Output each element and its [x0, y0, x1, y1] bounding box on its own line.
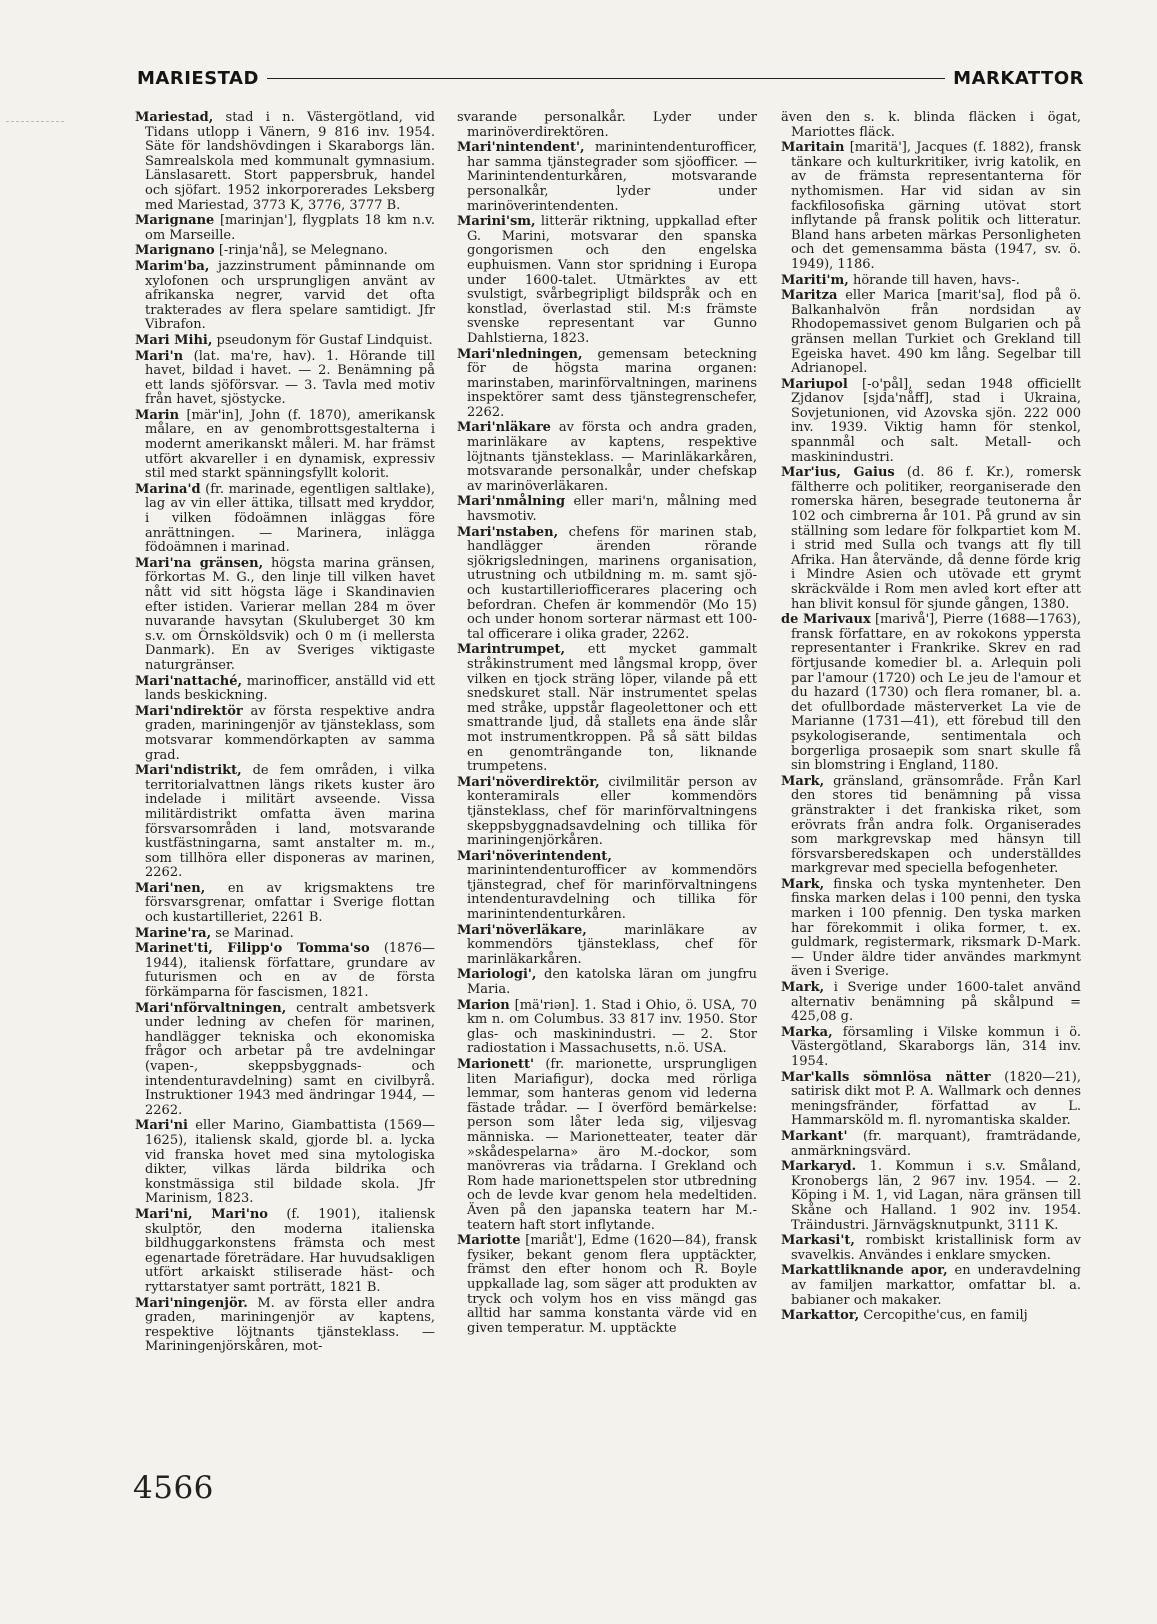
dictionary-entry — [457, 141, 757, 214]
dictionary-entry — [135, 705, 435, 763]
dictionary-entry — [781, 1234, 1081, 1263]
entry-headword: Marina'd — [135, 481, 201, 497]
entry-text: församling i Vilske kommun i ö. Västergötland, Skaraborgs län, 314 inv. 1954. — [791, 1024, 1081, 1069]
entry-text: i Sverige under 1600-talet använd alternativ benämning på skålpund = 425,08 g. — [791, 980, 1081, 1025]
entry-headword: Markasi't, — [781, 1233, 855, 1249]
dictionary-entry — [135, 409, 435, 482]
dictionary-entry — [135, 1208, 435, 1296]
entry-headword: Mariotte — [457, 1233, 521, 1249]
dictionary-entry — [781, 878, 1081, 980]
entry-headword: Mari'nen, — [135, 880, 206, 896]
dictionary-entry — [781, 1264, 1081, 1308]
entry-text: [marivå'], Pierre (1688—1763), fransk författare, en av rokokons yppersta representanter i Frankrike. Skrev en rad förtjusande komedier bl. a. Arlequin poli par l'amour (1720) och Le jeu de l'amour et du hazard (1730) och flera romaner, bl. a. det ofullbordade mästerverket La vie de Marianne (1731—41), ett förebud till den psykologiserande, sentimentala och borgerliga prosaepik som snart skulle få sin blomstring i England, 1180. — [791, 612, 1081, 774]
entry-text: chefens för marinen stab, handlägger ärenden rörande sjökrigsledningen, marinens organisation, utrustning och utbildning m. m. samt sjö- och kustartilleriofficerares placering och befordran. Chefen är kommendör (Mo 15) och under honom sorterar närmast ett 100-tal officerare i olika grader, 2262. — [467, 524, 757, 642]
dictionary-entry — [781, 1026, 1081, 1070]
dictionary-entry — [135, 927, 435, 942]
column-2 — [457, 111, 757, 1337]
dictionary-entry — [781, 466, 1081, 612]
dictionary-entry — [781, 981, 1081, 1025]
entry-text: pseudonym för Gustaf Lindquist. — [212, 332, 433, 348]
entry-headword: Mariupol — [781, 376, 848, 392]
entry-headword: Mari'nläkare — [457, 420, 551, 436]
header-rule — [267, 78, 945, 79]
header-left-word: MARIESTAD — [137, 67, 259, 89]
entry-text: (fr. marinade, egentligen saltlake), lag av vin eller ättika, tillsatt med kryddor, i vilken födoämnen inläggas före anrättningen. — Marinera, inlägga födoämnen i marinad. — [145, 481, 435, 556]
dictionary-entry — [781, 1071, 1081, 1129]
entry-headword: Mari'nförvaltningen, — [135, 1000, 287, 1016]
entry-headword: Mari'nattaché, — [135, 673, 243, 689]
entry-headword: Maritain — [781, 140, 845, 156]
entry-text: litterär riktning, uppkallad efter G. Marini, motsvarar den spanska gongorismen och den engelska euphuismen. Vann stor spridning i Europa under 1600-talet. Utmärktes av ett svulstigt, svårbegripligt bildspråk och en konstlad, överlastad stil. M:s främste svenske representant var Gunno Dahlstierna, 1823. — [467, 214, 757, 346]
dictionary-entry — [457, 924, 757, 968]
entry-text: [maritä'], Jacques (f. 1882), fransk tänkare och kulturkritiker, ivrig katolik, en av de främsta representanterna för nythomismen. Har vid sidan av sin fackfilosofiska gärning utövat stort inflytande på fransk politik och litteratur. Bland hans arbeten märkas Personligheten och det gemensamma bästa (1947, sv. ö. 1949), 1186. — [791, 140, 1081, 272]
entry-text: 1. Kommun i s.v. Småland, Kronobergs län, 2 967 inv. 1954. — 2. Köping i M. 1, vid Lagan, nära gränsen till Skåne och Halland. 1 902 inv. 1954. Träindustri. Järnvägsknutpunkt, 3111 K. — [791, 1159, 1081, 1233]
entry-headword: Mari'n — [135, 348, 184, 364]
entry-text: högsta marina gränsen, förkortas M. G., den linje till vilken havet nått vid sitt högsta läge i Skandinavien efter istiden. Varierar mellan 284 m över nuvarande havsytan (Skuluberget 30 km s.v. om Örnsköldsvik) och 0 m (i mellersta Danmark). En av Sveriges viktigaste naturgränser. — [145, 555, 435, 673]
entry-text: jazzinstrument påminnande om xylofonen och ursprungligen använt av afrikanska negrer, varvid det ofta trakterades av flera spelare samtidigt. Jfr Vibrafon. — [145, 258, 435, 333]
entry-headword: Marinet'ti, Filipp'o Tomma'so — [135, 941, 370, 957]
entry-text: rombiskt kristallinisk form av svavelkis. Användes i enklare smycken. — [791, 1233, 1081, 1263]
dictionary-entry — [135, 1297, 435, 1355]
entry-headword: Mar'kalls sömnlösa nätter — [781, 1069, 991, 1085]
entry-text: svarande personalkår. Lyder under marinöverdirektören. — [457, 110, 757, 140]
entry-headword: Mark, — [781, 876, 825, 892]
entry-text: [marinjan'], flygplats 18 km n.v. om Marseille. — [145, 213, 435, 243]
entry-headword: Marini'sm, — [457, 214, 536, 230]
entry-text: eller mari'n, målning med havsmotiv. — [467, 494, 757, 525]
entry-text: av första och andra graden, marinläkare av kaptens, respektive löjtnants tjänsteklass. — Marinläkarkåren, motsvarande personalkår, under chefskap av marinöverläkaren. — [467, 420, 757, 494]
entry-text: finska och tyska myntenheter. Den finska marken delas i 100 penni, den tyska marken i 100 pfennig. Den tyska marken har förekommit i olika former, t. ex. guldmark, registermark, riksmark D-Mark. — Under äldre tider användes markmynt även i Sverige. — [791, 876, 1081, 980]
dictionary-entry — [135, 111, 435, 213]
dictionary-entry — [135, 942, 435, 1000]
entry-headword: Maritza — [781, 288, 838, 304]
entry-headword: Mari'ni — [135, 1118, 188, 1134]
column-3 — [781, 111, 1081, 1325]
dictionary-entry — [781, 1160, 1081, 1233]
entry-text: Cercopithe'cus, en familj — [859, 1308, 1028, 1324]
entry-headword: Marintrumpet, — [457, 642, 566, 658]
column-1 — [135, 111, 435, 1356]
entry-text: (f. 1901), italiensk skulptör, den moderna italienska bildhuggarkonstens främsta och mest egenartade företrädare. Har huvudsakligen utfört arkaiskt stiliserade häst- och ryttarstatyer samt porträtt, 1821 B. — [145, 1206, 435, 1295]
entry-headword: Mari'ningenjör. — [135, 1295, 248, 1311]
entry-text: en av krigsmaktens tre försvarsgrenar, omfattar i Sverige flottan och kustartilleriet, 2261 B. — [145, 880, 435, 926]
entry-headword: Mari'növerintendent, — [457, 848, 612, 864]
entry-headword: Marine'ra, — [135, 925, 212, 941]
entry-headword: Mari'növerläkare, — [457, 922, 587, 938]
dictionary-entry — [135, 675, 435, 704]
entry-text: marinintendenturofficer av kommendörs tjänstegrad, chef för marinförvaltningens intendenturavdelning och tillika för marinintendenturkåren. — [467, 863, 757, 923]
entry-text: [mä'riən]. 1. Stad i Ohio, ö. USA, 70 km n. om Columbus. 33 817 inv. 1950. Stor glas- och maskinindustri. — 2. Stor radiostation i Massachusetts, n.ö. USA. — [467, 997, 757, 1057]
dictionary-entry — [135, 244, 435, 259]
entry-headword: Mariestad, — [135, 110, 214, 125]
dictionary-entry — [135, 334, 435, 349]
entry-text: gemensam beteckning för de högsta marina organen: marinstaben, marinförvaltningen, marinens inspektörer samt dess tjänstegrenschefer, 2262. — [467, 346, 757, 420]
entry-headword: Mari'nstaben, — [457, 524, 559, 540]
entry-headword: Mari'nintendent', — [457, 140, 585, 156]
entry-text: de fem områden, i vilka territorialvattnen längs rikets kuster äro indelade i militärt avseende. Vissa militärdistrikt omfatta även marina försvarsområden i land, motsvarande kustfästningarna, samt anstalter m. m., som tillhöra eller disponeras av marinen, 2262. — [145, 763, 435, 881]
entry-text: M. av första eller andra graden, mariningenjör av kaptens, respektive löjtnants tjänsteklass. — Mariningenjörskåren, mot- — [145, 1295, 435, 1355]
entry-text: gränsland, gränsområde. Från Karl den stores tid benämning på vissa gränstrakter i det frankiska riket, som erövrats från andra folk. Organiserades som markgrevskap med hänsyn till försvarsberedskapen och underställdes markgrevar med speciella befogenheter. — [791, 773, 1081, 877]
dictionary-entry — [457, 1234, 757, 1336]
entry-text: civilmilitär person av konteramirals eller kommendörs tjänsteklass, chef för marinförvaltningens skeppsbyggnadsavdelning och tillika för mariningenjörkåren. — [467, 774, 757, 849]
entry-text: [-o'pål], sedan 1948 officiellt Zjdanov [sjda'nåff], stad i Ukraina, Sovjetunionen, vid Azovska sjön. 222 000 inv. 1939. Viktig hamn för stenkol, spannmål och salt. Metall- och maskinindustri. — [791, 376, 1081, 465]
entry-headword: Mari'növerdirektör, — [457, 774, 600, 790]
dictionary-entry — [781, 1309, 1081, 1324]
dictionary-entry — [457, 526, 757, 643]
dictionary-entry — [781, 289, 1081, 377]
dictionary-entry — [135, 260, 435, 333]
dictionary-entry — [457, 495, 757, 524]
entry-text: stad i n. Västergötland, vid Tidans utlopp i Vänern, 9 816 inv. 1954. Säte för landshövdingen i Skaraborgs län. Samrealskola med kommunalt gymnasium. Länslasarett. Stort pappersbruk, handel och sjöfart. 1952 inkorporerades Leksberg med Mariestad, 3773 K, 3776, 3777 B. — [145, 110, 435, 213]
entry-text: centralt ambetsverk under ledning av chefen för marinen, handlägger tekniska och ekonomiska frågor och arbetar på tre avdelningar (vapen-, skeppsbyggnads- och intendenturavdelning) samt en civilbyrå. Instruktioner 1943 med ändringar 1944, — 2262. — [145, 1000, 435, 1118]
entry-text: eller Marica [marit'sa], flod på ö. Balkanhalvön från nordsidan av Rhodopemassivet genom Bulgarien och på gränsen mellan Turkiet och Grekland till Egeiska havet. 490 km lång. Segelbar till Adrianopel. — [791, 288, 1081, 377]
page-number: 4566 — [133, 1470, 214, 1506]
entry-text: (1876—1944), italiensk författare, grundare av futurismen och en av de första förkämparna för fascismen, 1821. — [145, 941, 435, 1001]
dictionary-entry — [457, 776, 757, 849]
margin-mark — [6, 121, 64, 122]
entry-headword: de Marivaux — [781, 612, 871, 628]
entry-text: av första respektive andra graden, mariningenjör av tjänsteklass, som motsvarar kommendörkapten av samma grad. — [145, 703, 435, 763]
dictionary-entry — [135, 483, 435, 556]
dictionary-entry — [135, 882, 435, 926]
entry-headword: Mar'ius, Gaius — [781, 465, 895, 481]
header-right-word: MARKATTOR — [953, 67, 1084, 89]
entry-headword: Mariologi', — [457, 967, 537, 983]
entry-headword: Mari'na gränsen, — [135, 555, 264, 571]
dictionary-entry — [457, 968, 757, 997]
dictionary-entry — [781, 111, 1081, 140]
entry-text: (1820—21), satirisk dikt mot P. A. Wallmark och dennes meningsfränder, författad av L. Hammarsköld m. fl. nyromantiska skalder. — [791, 1069, 1081, 1129]
entry-headword: Mari'nmålning — [457, 494, 566, 510]
dictionary-entry — [781, 613, 1081, 774]
entry-headword: Mark, — [781, 980, 825, 996]
entry-text: (fr. marquant), framträdande, anmärkningsvärd. — [791, 1128, 1081, 1159]
entry-text: [-rinja'nå], se Melegnano. — [214, 243, 388, 259]
entry-text: den katolska läran om jungfru Maria. — [467, 967, 757, 998]
dictionary-entry — [457, 850, 757, 923]
entry-headword: Marionett' — [457, 1057, 534, 1072]
entry-headword: Marka, — [781, 1024, 833, 1040]
dictionary-entry — [135, 557, 435, 674]
entry-text: marinofficer, anställd vid ett lands beskickning. — [145, 673, 435, 704]
dictionary-entry — [135, 350, 435, 408]
entry-text: se Marinad. — [211, 925, 294, 941]
entry-text: (lat. ma're, hav). 1. Hörande till havet, bildad i havet. — 2. Benämning på ett lands sjöförsvar. — 3. Tavla med motiv från havet, sjöstycke. — [145, 348, 435, 408]
dictionary-entry — [781, 141, 1081, 272]
entry-text: en underavdelning av familjen markattor, omfattar bl. a. babianer och makaker. — [791, 1263, 1081, 1308]
entry-text: marinintendenturofficer, har samma tjänstegrader som sjöofficer. — Marinintendenturkåren, motsvarande personalkår, lyder under marinöverintendenten. — [467, 140, 757, 214]
entry-headword: Markattliknande apor, — [781, 1263, 948, 1279]
dictionary-entry — [457, 348, 757, 421]
entry-headword: Mari'ni, Mari'no — [135, 1206, 268, 1222]
entry-headword: Markant' — [781, 1128, 848, 1144]
dictionary-entry — [781, 1130, 1081, 1159]
dictionary-entry — [135, 1002, 435, 1119]
entry-headword: Mariti'm, — [781, 272, 849, 288]
running-header — [137, 66, 1084, 90]
entry-headword: Mari'ndirektör — [135, 703, 243, 719]
dictionary-entry — [457, 111, 757, 140]
entry-headword: Markattor, — [781, 1308, 860, 1324]
dictionary-entry — [457, 421, 757, 494]
dictionary-entry — [781, 378, 1081, 466]
entry-headword: Marignane — [135, 213, 215, 229]
entry-text: ett mycket gammalt stråkinstrument med långsmal kropp, över vilken en tjock sträng löper, vilande på ett snedskuret stall. När instrumentet spelas med stråke, uppstår flageolettoner och ett smattrande ljud, då stallets ena ände slår mot instrumentkroppen. På så sätt bildas en genomträngande ton, liknande trumpetens. — [467, 642, 757, 775]
entry-text: (fr. marionette, ursprungligen liten Mariafigur), docka med rörliga lemmar, som hanteras genom vid lederna fästade trådar. — I överförd bemärkelse: person som låter leda sig, viljesvag människa. — Marionetteater, teater där »skådespelarna» äro M.-dockor, som manövreras via trådarna. I Grekland och Rom hade marionettspelen stor utbredning och de levde kvar genom hela medeltiden. Även på den japanska teatern har M.-teatern haft stort inflytande. — [467, 1057, 757, 1233]
entry-text: (d. 86 f. Kr.), romersk fältherre och politiker, reorganiserade den romerska hären, besegrade teutonerna år 102 och cimbrerna år 101. På grund av sin ställning som ledare för folkpartiet kom M. i strid med Sulla och tvangs att fly till Afrika. Han återvände, då denne förde krig i Mindre Asien och utövade ett grymt skräckvälde i Rom men avled kort efter att han blivit konsul för sjunde gången, 1380. — [791, 465, 1081, 612]
entry-text: eller Marino, Giambattista (1569—1625), italiensk skald, gjorde bl. a. lycka vid franska hovet med sina mytologiska dikter, vilkas lärda bildrika och konstmässiga stil bildade skola. Jfr Marinism, 1823. — [145, 1118, 435, 1207]
entry-headword: Marim'ba, — [135, 258, 210, 274]
entry-headword: Mari Mihi, — [135, 332, 213, 348]
entry-headword: Mari'nledningen, — [457, 346, 583, 362]
entry-text: [mariåt'], Edme (1620—84), fransk fysiker, bekant genom flera upptäckter, främst den efter honom och R. Boyle uppkallade lag, som säger att produkten av tryck och volym hos en viss mängd gas alltid har samma konstanta värde vid en given temperatur. M. upptäckte — [467, 1233, 757, 1336]
dictionary-entry — [781, 274, 1081, 289]
dictionary-entry — [781, 775, 1081, 877]
entry-headword: Marignano — [135, 243, 215, 259]
entry-text: [mär'in], John (f. 1870), amerikansk målare, en av genombrottsgestalterna i modernt amerikanskt måleri. M. har främst utfört akvareller i en dynamisk, expressiv stil med starkt spänningsfyllt kolorit. — [145, 407, 435, 482]
entry-headword: Marin — [135, 407, 180, 423]
dictionary-entry — [135, 214, 435, 243]
dictionary-entry — [457, 643, 757, 774]
entry-headword: Mark, — [781, 773, 825, 789]
dictionary-entry — [457, 215, 757, 346]
entry-headword: Mari'ndistrikt, — [135, 763, 242, 779]
entry-text: även den s. k. blinda fläcken i ögat, Mariottes fläck. — [781, 110, 1081, 140]
dictionary-entry — [457, 999, 757, 1057]
dictionary-entry — [135, 764, 435, 881]
entry-text: hörande till haven, havs-. — [848, 272, 1020, 288]
dictionary-entry — [457, 1058, 757, 1233]
entry-text: marinläkare av kommendörs tjänsteklass, chef för marinläkarkåren. — [467, 922, 757, 967]
dictionary-entry — [135, 1119, 435, 1207]
entry-headword: Marion — [457, 997, 510, 1013]
entry-headword: Markaryd. — [781, 1159, 857, 1175]
